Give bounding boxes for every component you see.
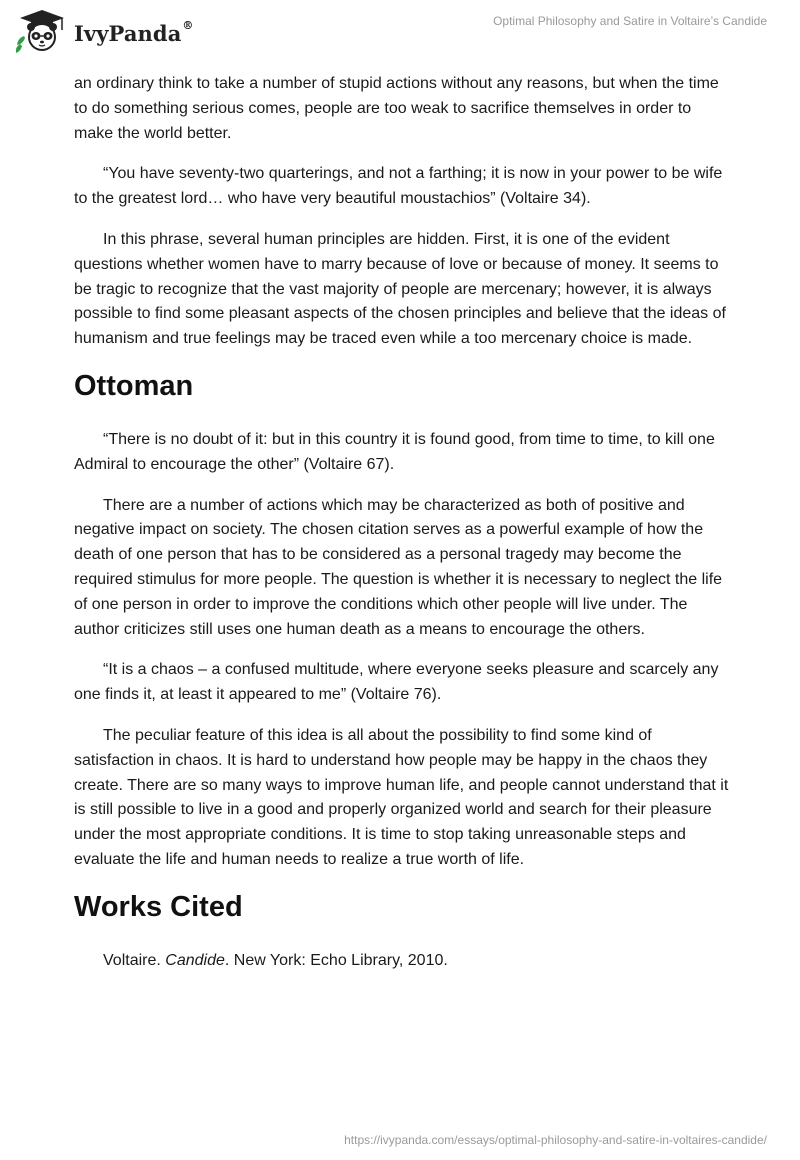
panda-graduation-icon xyxy=(14,8,70,54)
analysis-paragraph: In this phrase, several human principles are hidden. First, it is one of the evident questions whether women have to marry because of love or because of money. It seems to be tragic to recognize that the vast majority of people are mercenary; however, it is always possible to find some pleasant aspects of the chosen principles and believe that the ideas of humanism and true feelings may be traced even while a too mercenary choice is made. xyxy=(74,230,726,348)
brand-name: IvyPanda® xyxy=(74,18,194,46)
quote-paragraph: “It is a chaos – a confused multitude, where everyone seeks pleasure and scarcely any one finds it, at least it appeared to me” (Voltaire 76). xyxy=(74,661,719,704)
essay-content xyxy=(74,72,734,990)
citation-title: Candide xyxy=(165,951,225,969)
quote-paragraph: “You have seventy-two quarterings, and not a farthing; it is now in your power to be wife to the greatest lord… who have very beautiful moustachios” (Voltaire 34). xyxy=(74,165,723,208)
paragraph-continuation: an ordinary think to take a number of stupid actions without any reasons, but when the time to do something serious comes, people are too weak to sacrifice themselves in order to make the world better. xyxy=(74,75,719,142)
analysis-paragraph: The peculiar feature of this idea is all about the possibility to find some kind of satisfaction in chaos. It is hard to understand how people may be happy in the chaos they create. There are so many ways to improve human life, and people cannot understand that it is still possible to live in a good and properly organized world and search for their pleasure under the most appropriate conditions. It is time to stop taking unreasonable steps and evaluate the life and human needs to realize a true worth of life. xyxy=(74,726,729,868)
document-title: Optimal Philosophy and Satire in Voltaire’s Candide xyxy=(493,14,767,28)
section-heading-ottoman: Ottoman xyxy=(74,369,194,402)
citation-author: Voltaire. xyxy=(103,951,166,969)
ivypanda-logo[interactable] xyxy=(14,8,194,54)
source-url[interactable]: https://ivypanda.com/essays/optimal-philosophy-and-satire-in-voltaires-candide/ xyxy=(344,1133,767,1147)
page-header xyxy=(0,0,800,60)
section-heading-works-cited: Works Cited xyxy=(74,890,243,923)
citation-publisher: . New York: Echo Library, 2010. xyxy=(224,951,448,969)
quote-paragraph: “There is no doubt of it: but in this country it is found good, from time to time, to kill one Admiral to encourage the other” (Voltaire 67). xyxy=(74,430,715,473)
citation-entry xyxy=(74,949,734,974)
analysis-paragraph: There are a number of actions which may be characterized as both of positive and negative impact on society. The chosen citation serves as a powerful example of how the death of one person that has to be considered as a personal tragedy may become the required stimulus for more people. The question is whether it is necessary to neglect the life of one person in order to improve the conditions which other people will live under. The author criticizes still uses one human death as a means to encourage the others. xyxy=(74,496,723,638)
